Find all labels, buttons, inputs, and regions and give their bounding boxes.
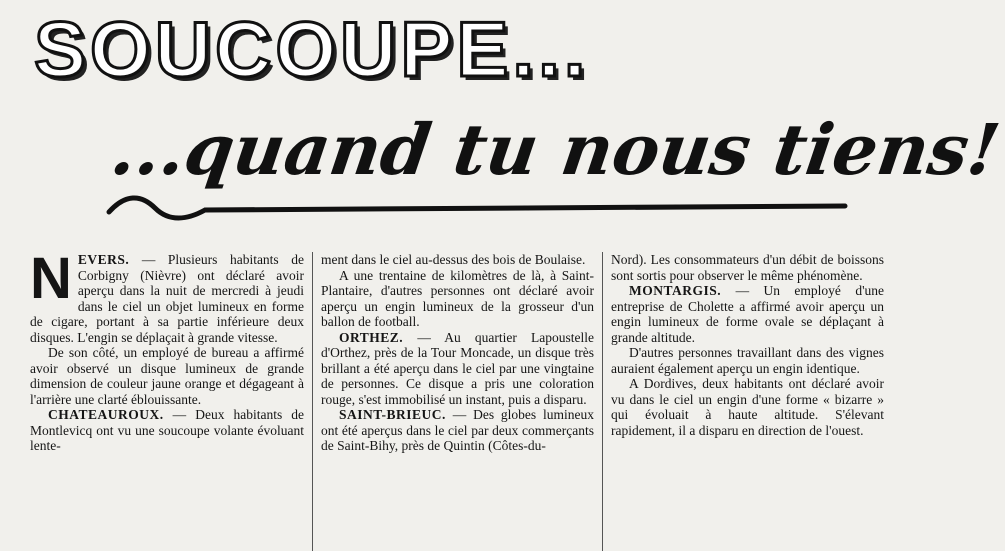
paragraph-text: De son côté, un employé de bureau a affirmé avoir observé un disque lumineux de grande dimension de couleur jaune orange et dégageant à l'arrière une clarté éblouissante.	[30, 345, 304, 407]
paragraph-text: — Au quartier Lapoustelle d'Orthez, près de la Tour Moncade, un disque très brillant a été aperçu dans le ciel par une vingtaine de personnes. Ce disque a pris une coloration rouge, s'est immobilisé un instant, puis a disparu.	[321, 329, 594, 407]
dateline-chateauroux: CHATEAUROUX.	[48, 407, 164, 422]
decorative-swash	[105, 186, 865, 226]
paragraph-text: A une trentaine de kilomètres de là, à Saint-Plantaire, d'autres personnes ont déclaré avoir aperçu un engin lumineux de la grosseur d'un ballon de football.	[321, 267, 594, 329]
dateline-orthez: ORTHEZ.	[339, 329, 404, 345]
column-2	[312, 252, 602, 551]
paragraph-text: — Des globes lumineux ont été aperçus dans le ciel par deux commerçants de Saint-Bihy, près de Quintin (Côtes-du-	[321, 407, 594, 453]
paragraph-text: — Plusieurs habitants de Corbigny (Nièvre) ont déclaré avoir aperçu dans la nuit de mercredi à jeudi dans le ciel un objet lumineux en forme de cigare, portant à sa partie inférieure deux disques. L'engin se déplaçait à grande vitesse.	[30, 252, 304, 345]
paragraph-text: A Dordives, deux habitants ont déclaré avoir vu dans le ciel un engin d'une forme « bizarre » qui évoluait à haute altitude. S'élevant rapidement, il a disparu en direction de l'ouest.	[611, 376, 884, 438]
dateline-montargis: MONTARGIS.	[629, 283, 722, 298]
paragraph-text: — Un employé d'une entreprise de Cholette a affirmé avoir aperçu un engin lumineux de forme ovale se déplaçant à grande altitude.	[611, 283, 884, 345]
drop-cap: N	[30, 246, 72, 311]
headline-subtitle: ...quand tu nous tiens!	[106, 108, 1005, 191]
paragraph-text: — Deux habitants de Montlevicq ont vu une soucoupe volante évoluant lente-	[30, 407, 304, 453]
paragraph-text: Nord). Les consommateurs d'un débit de boissons sont sortis pour observer le même phénomène.	[611, 252, 884, 283]
column-1	[22, 246, 312, 551]
headline-title: SOUCOUPE...	[34, 5, 590, 93]
dateline-saint-brieuc: SAINT-BRIEUC.	[339, 407, 446, 422]
dateline-nevers: EVERS.	[77, 252, 130, 267]
paragraph-text: ment dans le ciel au-dessus des bois de Boulaise.	[321, 252, 586, 267]
column-3	[602, 252, 892, 551]
paragraph-text: D'autres personnes travaillant dans des vignes auraient également aperçu un engin identique.	[611, 345, 884, 376]
article-body	[22, 246, 894, 551]
